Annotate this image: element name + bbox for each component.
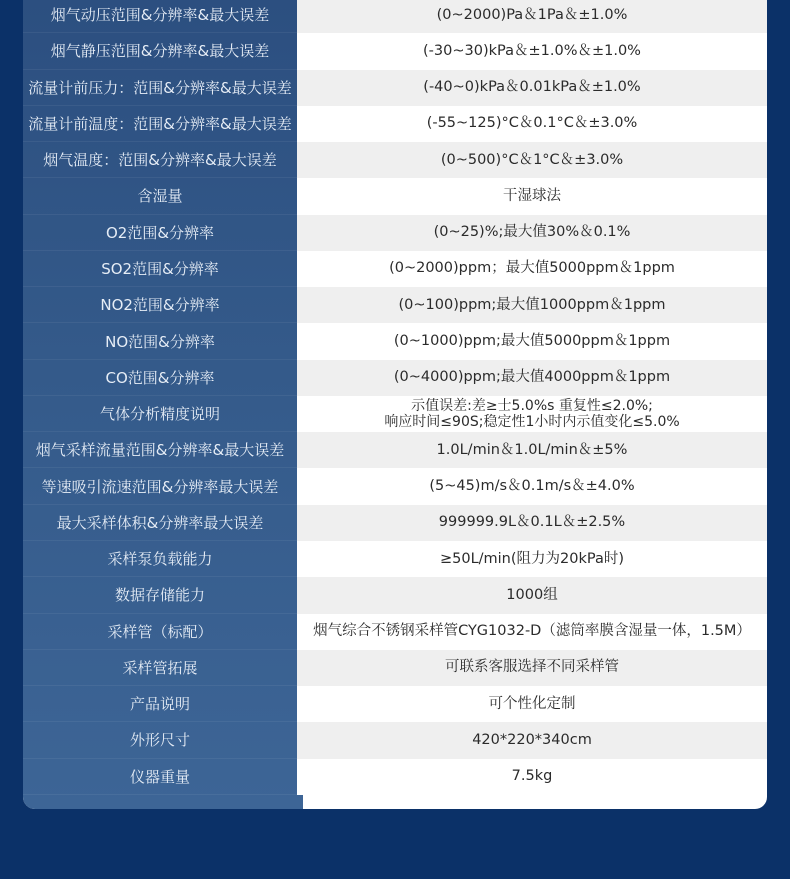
row-value-line-1: 示值误差:差≥士5.0%s 重复性≤2.0%;: [411, 398, 653, 415]
row-value: ≥50L/min(阻力为20kPa时): [297, 541, 767, 577]
row-label: 采样泵负载能力: [23, 541, 297, 577]
table-row: [23, 650, 767, 686]
table-row: [23, 722, 767, 758]
row-value: (0~100)ppm;最大值1000ppm＆1ppm: [297, 287, 767, 323]
table-row: [23, 287, 767, 323]
row-value: 可个性化定制: [297, 686, 767, 722]
row-value: (0~25)%;最大值30%＆0.1%: [297, 215, 767, 251]
row-label: 烟气静压范围&分辨率&最大误差: [23, 33, 297, 69]
row-value: 可联系客服选择不同采样管: [297, 650, 767, 686]
table-row: [23, 468, 767, 504]
table-row: [23, 432, 767, 468]
row-label: 采样管（标配）: [23, 614, 297, 650]
row-label: 数据存储能力: [23, 577, 297, 613]
row-label: 含湿量: [23, 178, 297, 214]
row-value: (0~1000)ppm;最大值5000ppm＆1ppm: [297, 323, 767, 359]
spec-table: [23, 0, 767, 795]
spec-card: [23, 0, 767, 809]
row-value: (5~45)m/s＆0.1m/s＆±4.0%: [297, 468, 767, 504]
row-label: 烟气动压范围&分辨率&最大误差: [23, 0, 297, 33]
row-value: (0~2000)Pa＆1Pa＆±1.0%: [297, 0, 767, 33]
table-row: [23, 0, 767, 33]
row-label: 烟气采样流量范围&分辨率&最大误差: [23, 432, 297, 468]
table-row: [23, 178, 767, 214]
row-value: 干湿球法: [297, 178, 767, 214]
row-label: NO2范围&分辨率: [23, 287, 297, 323]
row-label: O2范围&分辨率: [23, 215, 297, 251]
row-value: (0~4000)ppm;最大值4000ppm＆1ppm: [297, 360, 767, 396]
table-row: [23, 70, 767, 106]
row-value: 7.5kg: [297, 759, 767, 795]
row-label: 烟气温度：范围&分辨率&最大误差: [23, 142, 297, 178]
table-row: [23, 759, 767, 795]
row-value: (-55~125)°C＆0.1°C＆±3.0%: [297, 106, 767, 142]
row-label: 外形尺寸: [23, 722, 297, 758]
row-label: 产品说明: [23, 686, 297, 722]
row-label: 最大采样体积&分辨率最大误差: [23, 505, 297, 541]
row-label: SO2范围&分辨率: [23, 251, 297, 287]
row-value: 999999.9L＆0.1L＆±2.5%: [297, 505, 767, 541]
table-row: [23, 33, 767, 69]
row-label: 气体分析精度说明: [23, 396, 297, 432]
row-label: NO范围&分辨率: [23, 323, 297, 359]
table-row: [23, 251, 767, 287]
row-value: 1.0L/min＆1.0L/min＆±5%: [297, 432, 767, 468]
row-label: 等速吸引流速范围&分辨率最大误差: [23, 468, 297, 504]
row-value: (-30~30)kPa＆±1.0%＆±1.0%: [297, 33, 767, 69]
table-row: [23, 577, 767, 613]
table-row: [23, 323, 767, 359]
row-label: CO范围&分辨率: [23, 360, 297, 396]
row-label: 采样管拓展: [23, 650, 297, 686]
row-value: (0~500)°C＆1°C＆±3.0%: [297, 142, 767, 178]
row-value: 1000组: [297, 577, 767, 613]
row-value: 烟气综合不锈钢采样管CYG1032-D（滤筒率膜含湿量一体，1.5M）: [297, 614, 767, 650]
row-label: 仪器重量: [23, 759, 297, 795]
row-value: 420*220*340cm: [297, 722, 767, 758]
row-value: (-40~0)kPa＆0.01kPa＆±1.0%: [297, 70, 767, 106]
table-row: [23, 142, 767, 178]
table-row: [23, 396, 767, 432]
table-row: [23, 614, 767, 650]
table-row: [23, 541, 767, 577]
table-row: [23, 106, 767, 142]
row-label: 流量计前压力：范围&分辨率&最大误差: [23, 70, 297, 106]
table-row: [23, 505, 767, 541]
row-value-line-2: 响应时间≤90S;稳定性1小时内示值变化≤5.0%: [384, 414, 680, 431]
row-value: (0~2000)ppm；最大值5000ppm＆1ppm: [297, 251, 767, 287]
table-row: [23, 360, 767, 396]
table-row: [23, 686, 767, 722]
row-value: [297, 396, 767, 432]
table-row: [23, 215, 767, 251]
row-label: 流量计前温度：范围&分辨率&最大误差: [23, 106, 297, 142]
